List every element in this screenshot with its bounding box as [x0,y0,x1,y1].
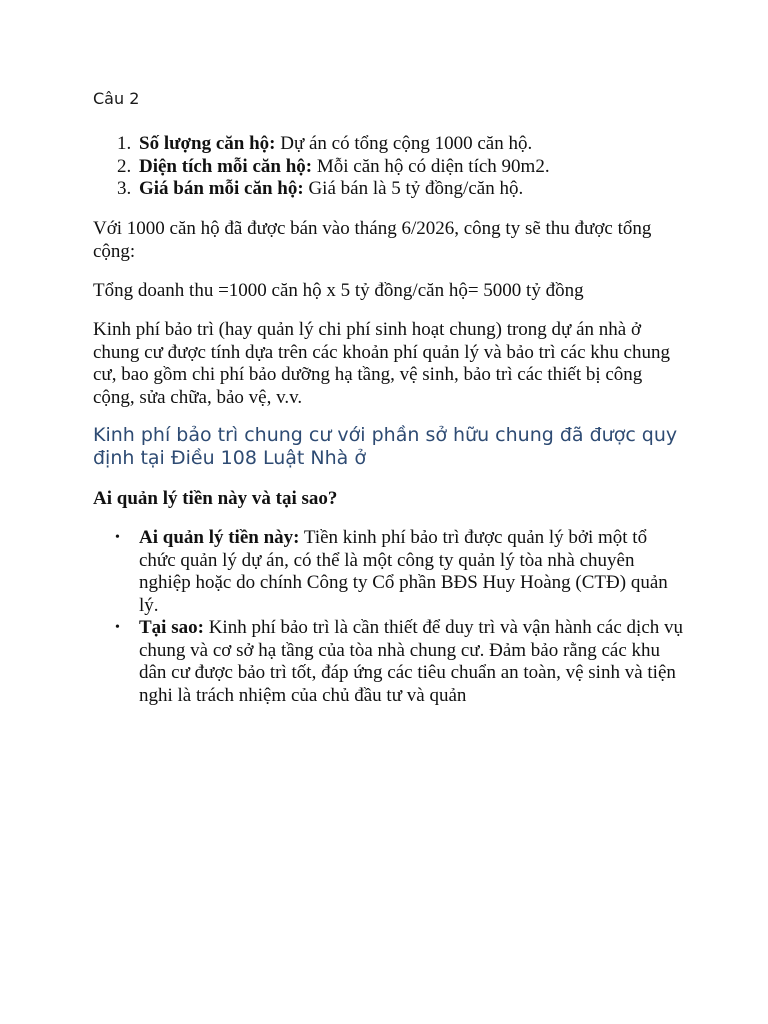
list-item [93,133,683,156]
list-item-text: Mỗi căn hộ có diện tích 90m2. [312,155,550,177]
list-number: 3. [117,178,132,199]
question-heading: Ai quản lý tiền này và tại sao? [93,488,338,509]
list-item [93,156,683,179]
revenue-formula-paragraph: Tổng doanh thu =1000 căn hộ x 5 tỷ đồng/căn hộ= 5000 tỷ đồng [93,280,584,301]
bullet-list [93,527,683,707]
numbered-list [93,133,683,201]
list-item [93,527,683,617]
list-item-label: Số lượng căn hộ: [139,133,276,154]
maintenance-fee-paragraph: Kinh phí bảo trì (hay quản lý chi phí sinh hoạt chung) trong dự án nhà ở chung cư được tính dựa trên các khoản phí quản lý và bảo trì các khu chung cư, bao gồm chi phí bảo dưỡng hạ tầng, vệ sinh, bảo trì các thiết bị công cộng, sửa chữa, bảo vệ, v.v. [93,319,670,408]
bullet-icon: • [115,530,120,545]
list-item-label: Diện tích mỗi căn hộ: [139,155,313,177]
list-item [93,617,683,707]
list-item [93,178,683,201]
list-item-text: Giá bán là 5 tỷ đồng/căn hộ. [303,178,524,199]
list-number: 2. [117,155,132,177]
list-item-text: Dự án có tổng cộng 1000 căn hộ. [275,133,533,154]
list-item-label: Tại sao: [139,617,204,638]
list-item-label: Ai quản lý tiền này: [139,527,300,548]
bullet-icon: • [115,620,120,635]
section-heading: Kinh phí bảo trì chung cư với phần sở hữu chung đã được quy định tại Điều 108 Luật Nhà ở [93,424,678,469]
list-item-label: Giá bán mỗi căn hộ: [139,178,304,199]
question-title: Câu 2 [93,89,140,108]
list-item-text: Tiền kinh phí bảo trì được quản lý bởi một tổ chức quản lý dự án, có thể là một công ty quản lý tòa nhà chuyên nghiệp hoặc do chính Công ty Cổ phần BĐS Huy Hoàng (CTĐ) quản lý. [139,527,668,616]
list-number: 1. [117,133,132,154]
list-item-text: Kinh phí bảo trì là cần thiết để duy trì và vận hành các dịch vụ chung và cơ sở hạ tầng của tòa nhà chung cư. Đảm bảo rằng các khu dân cư được bảo trì tốt, đáp ứng các tiêu chuẩn an toàn, vệ sinh và tiện nghi là trách nhiệm của chủ đầu tư và quản [139,617,684,706]
revenue-intro-paragraph: Với 1000 căn hộ đã được bán vào tháng 6/2026, công ty sẽ thu được tổng cộng: [93,218,652,262]
